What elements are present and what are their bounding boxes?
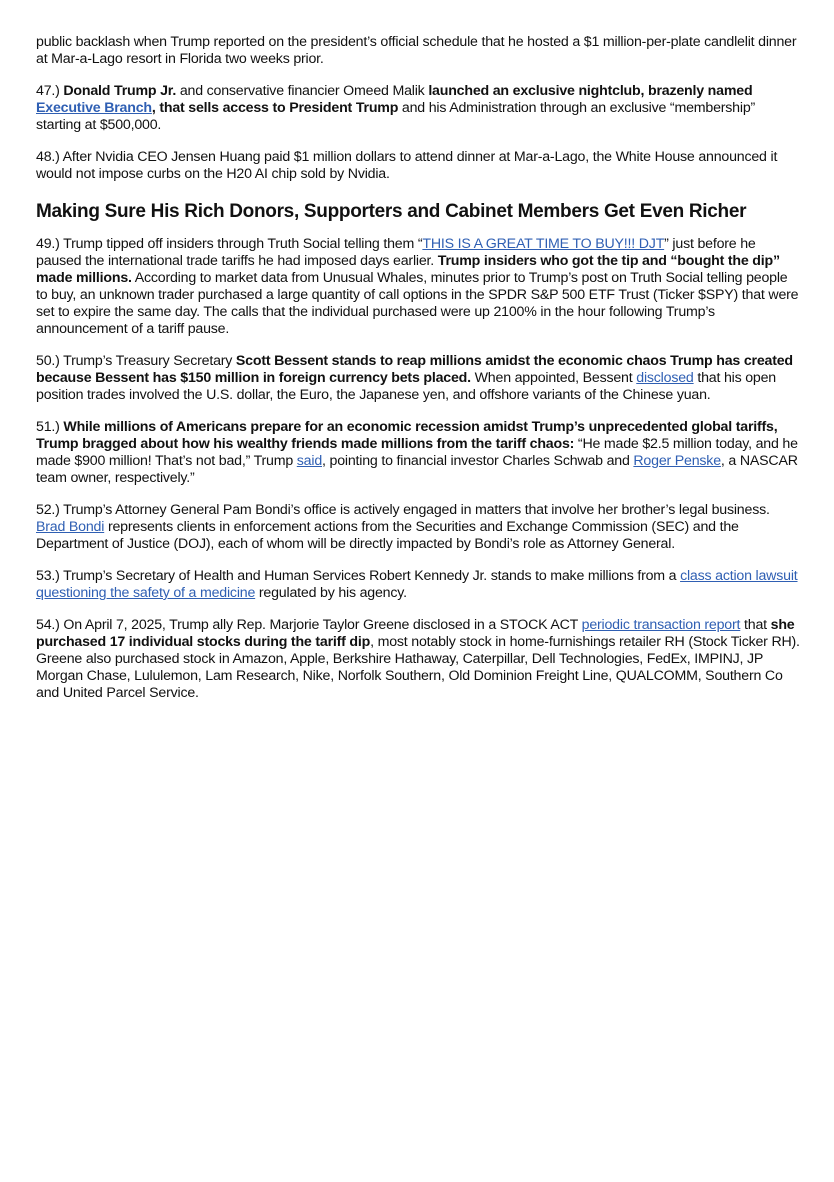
great-time-to-buy-link[interactable]: THIS IS A GREAT TIME TO BUY!!! DJT xyxy=(422,236,665,252)
class-action-lawsuit-link[interactable]: class action lawsuit questioning the safety of a medicine xyxy=(36,568,798,601)
roger-penske-link[interactable]: Roger Penske xyxy=(633,453,721,469)
item-50-paragraph: 50.) Trump’s Treasury Secretary Scott Bessent stands to reap millions amidst the economic chaos Trump has created because Bessent has $150 million in foreign currency bets placed. When appointed, Bessent disclosed that his open position trades involved the U.S. dollar, the Euro, the Japanese yen, and offshore variants of the Chinese yuan. xyxy=(36,353,793,403)
said-link[interactable]: said xyxy=(296,453,323,469)
periodic-transaction-report-link[interactable]: periodic transaction report xyxy=(581,617,741,633)
brad-bondi-link[interactable]: Brad Bondi xyxy=(36,519,105,535)
item-48-paragraph: 48.) After Nvidia CEO Jensen Huang paid $1 million dollars to attend dinner at Mar-a-Lago, the White House announced it would not impose curbs on the H20 AI chip sold by Nvidia. xyxy=(36,149,778,182)
item-52-paragraph: 52.) Trump’s Attorney General Pam Bondi’s office is actively engaged in matters that involve her brother’s legal business. Brad Bondi represents clients in enforcement actions from the Securities and Exchange Commission (SEC) and the Department of Justice (DOJ), each of whom will be directly impacted by Bondi’s role as Attorney General. xyxy=(36,502,770,552)
section-heading: Making Sure His Rich Donors, Supporters and Cabinet Members Get Even Richer xyxy=(36,201,747,222)
executive-branch-link[interactable]: Executive Branch xyxy=(36,100,152,116)
intro-paragraph: public backlash when Trump reported on the president’s official schedule that he hosted a $1 million-per-plate candlelit dinner at Mar-a-Lago resort in Florida two weeks prior. xyxy=(36,34,797,67)
item-54-paragraph: 54.) On April 7, 2025, Trump ally Rep. Marjorie Taylor Greene disclosed in a STOCK ACT periodic transaction report that she purchased 17 individual stocks during the tariff dip, most notably stock in home-furnishings retailer RH (Stock Ticker RH). Greene also purchased stock in Amazon, Apple, Berkshire Hathaway, Caterpillar, Dell Technologies, FedEx, IMPINJ, JP Morgan Chase, Lululemon, Lam Research, Nike, Norfolk Southern, Old Dominion Freight Line, QUALCOMM, Southern Co and United Parcel Service. xyxy=(36,617,800,701)
disclosed-link[interactable]: disclosed xyxy=(636,370,694,386)
item-53-paragraph: 53.) Trump’s Secretary of Health and Human Services Robert Kennedy Jr. stands to make millions from a class action lawsuit questioning the safety of a medicine regulated by his agency. xyxy=(36,568,798,601)
item-51-paragraph: 51.) While millions of Americans prepare for an economic recession amidst Trump’s unprecedented global tariffs, Trump bragged about how his wealthy friends made millions from the tariff chaos: “He made $2.5 million today, and he made $900 million! That’s not bad,” Trump said, pointing to financial investor Charles Schwab and Roger Penske, a NASCAR team owner, respectively.” xyxy=(36,419,798,486)
item-47-paragraph: 47.) Donald Trump Jr. and conservative financier Omeed Malik launched an exclusive nightclub, brazenly named Executive Branch, that sells access to President Trump and his Administration through an exclusive “membership” starting at $500,000. xyxy=(36,83,756,133)
item-49-paragraph: 49.) Trump tipped off insiders through Truth Social telling them “THIS IS A GREAT TIME TO BUY!!! DJT” just before he paused the international trade tariffs he had imposed days earlier. Trump insiders who got the tip and “bought the dip” made millions. According to market data from Unusual Whales, minutes prior to Trump’s post on Truth Social telling people to buy, an unknown trader purchased a large quantity of call options in the SPDR S&P 500 ETF Trust (Ticker $SPY) that were set to expire the same day. The calls that the individual purchased were up 2100% in the hour following Trump’s announcement of a tariff pause. xyxy=(36,236,799,337)
document-page xyxy=(36,34,802,717)
